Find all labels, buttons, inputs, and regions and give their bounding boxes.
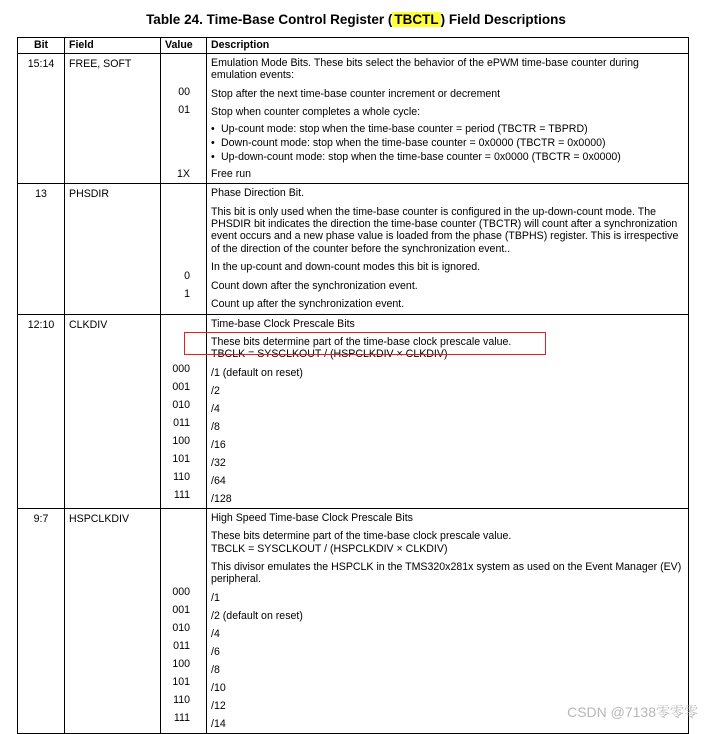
value-cell <box>161 54 207 184</box>
table-row <box>18 184 689 314</box>
value-entry: 001 <box>172 380 190 393</box>
description-line: /32 <box>211 456 226 469</box>
value-entry: 001 <box>172 603 190 616</box>
value-spacer <box>165 509 202 583</box>
value-spacer <box>165 119 202 165</box>
table-title <box>0 12 712 27</box>
value-entry: 111 <box>173 711 190 724</box>
value-entry <box>165 54 202 83</box>
field-cell: HSPCLKDIV <box>65 508 161 733</box>
title-suffix: ) Field Descriptions <box>440 12 566 27</box>
table-row <box>18 508 689 733</box>
description-line: /1 (default on reset) <box>211 366 303 379</box>
description-line: /4 <box>211 627 220 640</box>
description-line: /6 <box>211 645 220 658</box>
header-value: Value <box>161 38 207 54</box>
table-row <box>18 54 689 184</box>
register-table <box>17 37 689 734</box>
value-entry: 110 <box>173 470 190 483</box>
description-line: /4 <box>211 402 220 415</box>
bit-cell: 13 <box>18 184 65 314</box>
value-cell <box>161 508 207 733</box>
title-prefix: Table 24. Time-Base Control Register ( <box>146 12 393 27</box>
description-line: Phase Direction Bit. <box>211 187 305 200</box>
formula-line: TBCLK = SYSCLKOUT / (HSPCLKDIV × CLKDIV) <box>211 542 448 555</box>
description-line: /2 (default on reset) <box>211 609 303 622</box>
value-entry: 111 <box>173 488 190 501</box>
value-entry: 00 <box>178 86 190 98</box>
description-line: /1 <box>211 591 220 604</box>
field-cell: FREE, SOFT <box>65 54 161 184</box>
value-entry: 010 <box>172 398 190 411</box>
value-entry: 1 <box>184 288 190 301</box>
value-entry: 011 <box>173 416 190 429</box>
header-bit: Bit <box>18 38 65 54</box>
field-cell: PHSDIR <box>65 184 161 314</box>
value-entry: 01 <box>178 104 190 116</box>
annotation-highlight-box <box>184 332 546 355</box>
description-line: These bits determine part of the time-base clock prescale value. <box>211 335 512 348</box>
value-entry: 0 <box>184 270 190 283</box>
description-line: Free run <box>211 167 252 180</box>
value-entry: 1X <box>177 168 190 180</box>
value-cell <box>161 184 207 314</box>
bit-cell: 15:14 <box>18 54 65 184</box>
description-line: Count up after the synchronization event. <box>211 298 405 311</box>
bullet-item: • Up-count mode: stop when the time-base counter = period (TBCTR = TBPRD) <box>211 122 684 136</box>
description-line: /16 <box>211 438 226 451</box>
bit-cell: 9:7 <box>18 508 65 733</box>
description-line: These bits determine part of the time-base clock prescale value. <box>211 530 512 543</box>
bullet-item: • Up-down-count mode: stop when the time-base counter = 0x0000 (TBCTR = 0x0000) <box>211 150 684 164</box>
description-line: Stop when counter completes a whole cycle: <box>211 106 421 119</box>
description-line: Stop after the next time-base counter increment or decrement <box>211 87 501 100</box>
header-field: Field <box>65 38 161 54</box>
value-entry: 101 <box>172 675 190 688</box>
description-line: /14 <box>211 717 226 730</box>
description-line: /12 <box>211 699 226 712</box>
title-highlight: TBCTL <box>394 12 439 27</box>
description-cell <box>207 508 689 733</box>
description-cell <box>207 54 689 184</box>
description-line: /64 <box>211 474 226 487</box>
description-line: /8 <box>211 663 220 676</box>
bit-cell: 12:10 <box>18 314 65 508</box>
value-entry: 011 <box>173 639 190 652</box>
field-cell: CLKDIV <box>65 314 161 508</box>
description-line: Emulation Mode Bits. These bits select the behavior of the ePWM time-base counter during emulation events: <box>211 57 639 82</box>
value-entry: 110 <box>173 693 190 706</box>
description-line: In the up-count and down-count modes this bit is ignored. <box>211 261 481 274</box>
value-entry: 000 <box>172 585 190 598</box>
description-line: This bit is only used when the time-base counter is configured in the up-down-count mode. The PHSDIR bit indicates the direction the time-base counter (TBCTR) will count after a synchronization event occurs and a new phase value is loaded from the phase (TBPHS) register. This is irrespective of the direction of the counter before the synchronization event.. <box>211 205 679 255</box>
value-entry: 101 <box>172 452 190 465</box>
description-line: High Speed Time-base Clock Prescale Bits <box>211 511 413 524</box>
description-line: /128 <box>211 492 232 505</box>
watermark: CSDN @7138零零零 <box>567 704 698 720</box>
description-line: Time-base Clock Prescale Bits <box>211 317 355 330</box>
description-line: Count down after the synchronization event. <box>211 279 418 292</box>
value-entry: 010 <box>172 621 190 634</box>
description-line: This divisor emulates the HSPCLK in the TMS320x281x system as used on the Event Manager (EV) peripheral. <box>211 560 682 586</box>
value-entry: 100 <box>172 434 190 447</box>
bullet-item: • Down-count mode: stop when the time-base counter = 0x0000 (TBCTR = 0x0000) <box>211 136 684 150</box>
header-description: Description <box>207 38 689 54</box>
formula-line: TBCLK = SYSCLKOUT / (HSPCLKDIV × CLKDIV) <box>211 348 448 361</box>
value-entry: 100 <box>172 657 190 670</box>
value-entry: 000 <box>172 362 190 375</box>
value-spacer <box>165 184 202 267</box>
description-line: /8 <box>211 420 220 433</box>
description-line: /2 <box>211 384 220 397</box>
description-line: /10 <box>211 681 226 694</box>
header-row <box>18 38 689 54</box>
description-cell <box>207 184 689 314</box>
